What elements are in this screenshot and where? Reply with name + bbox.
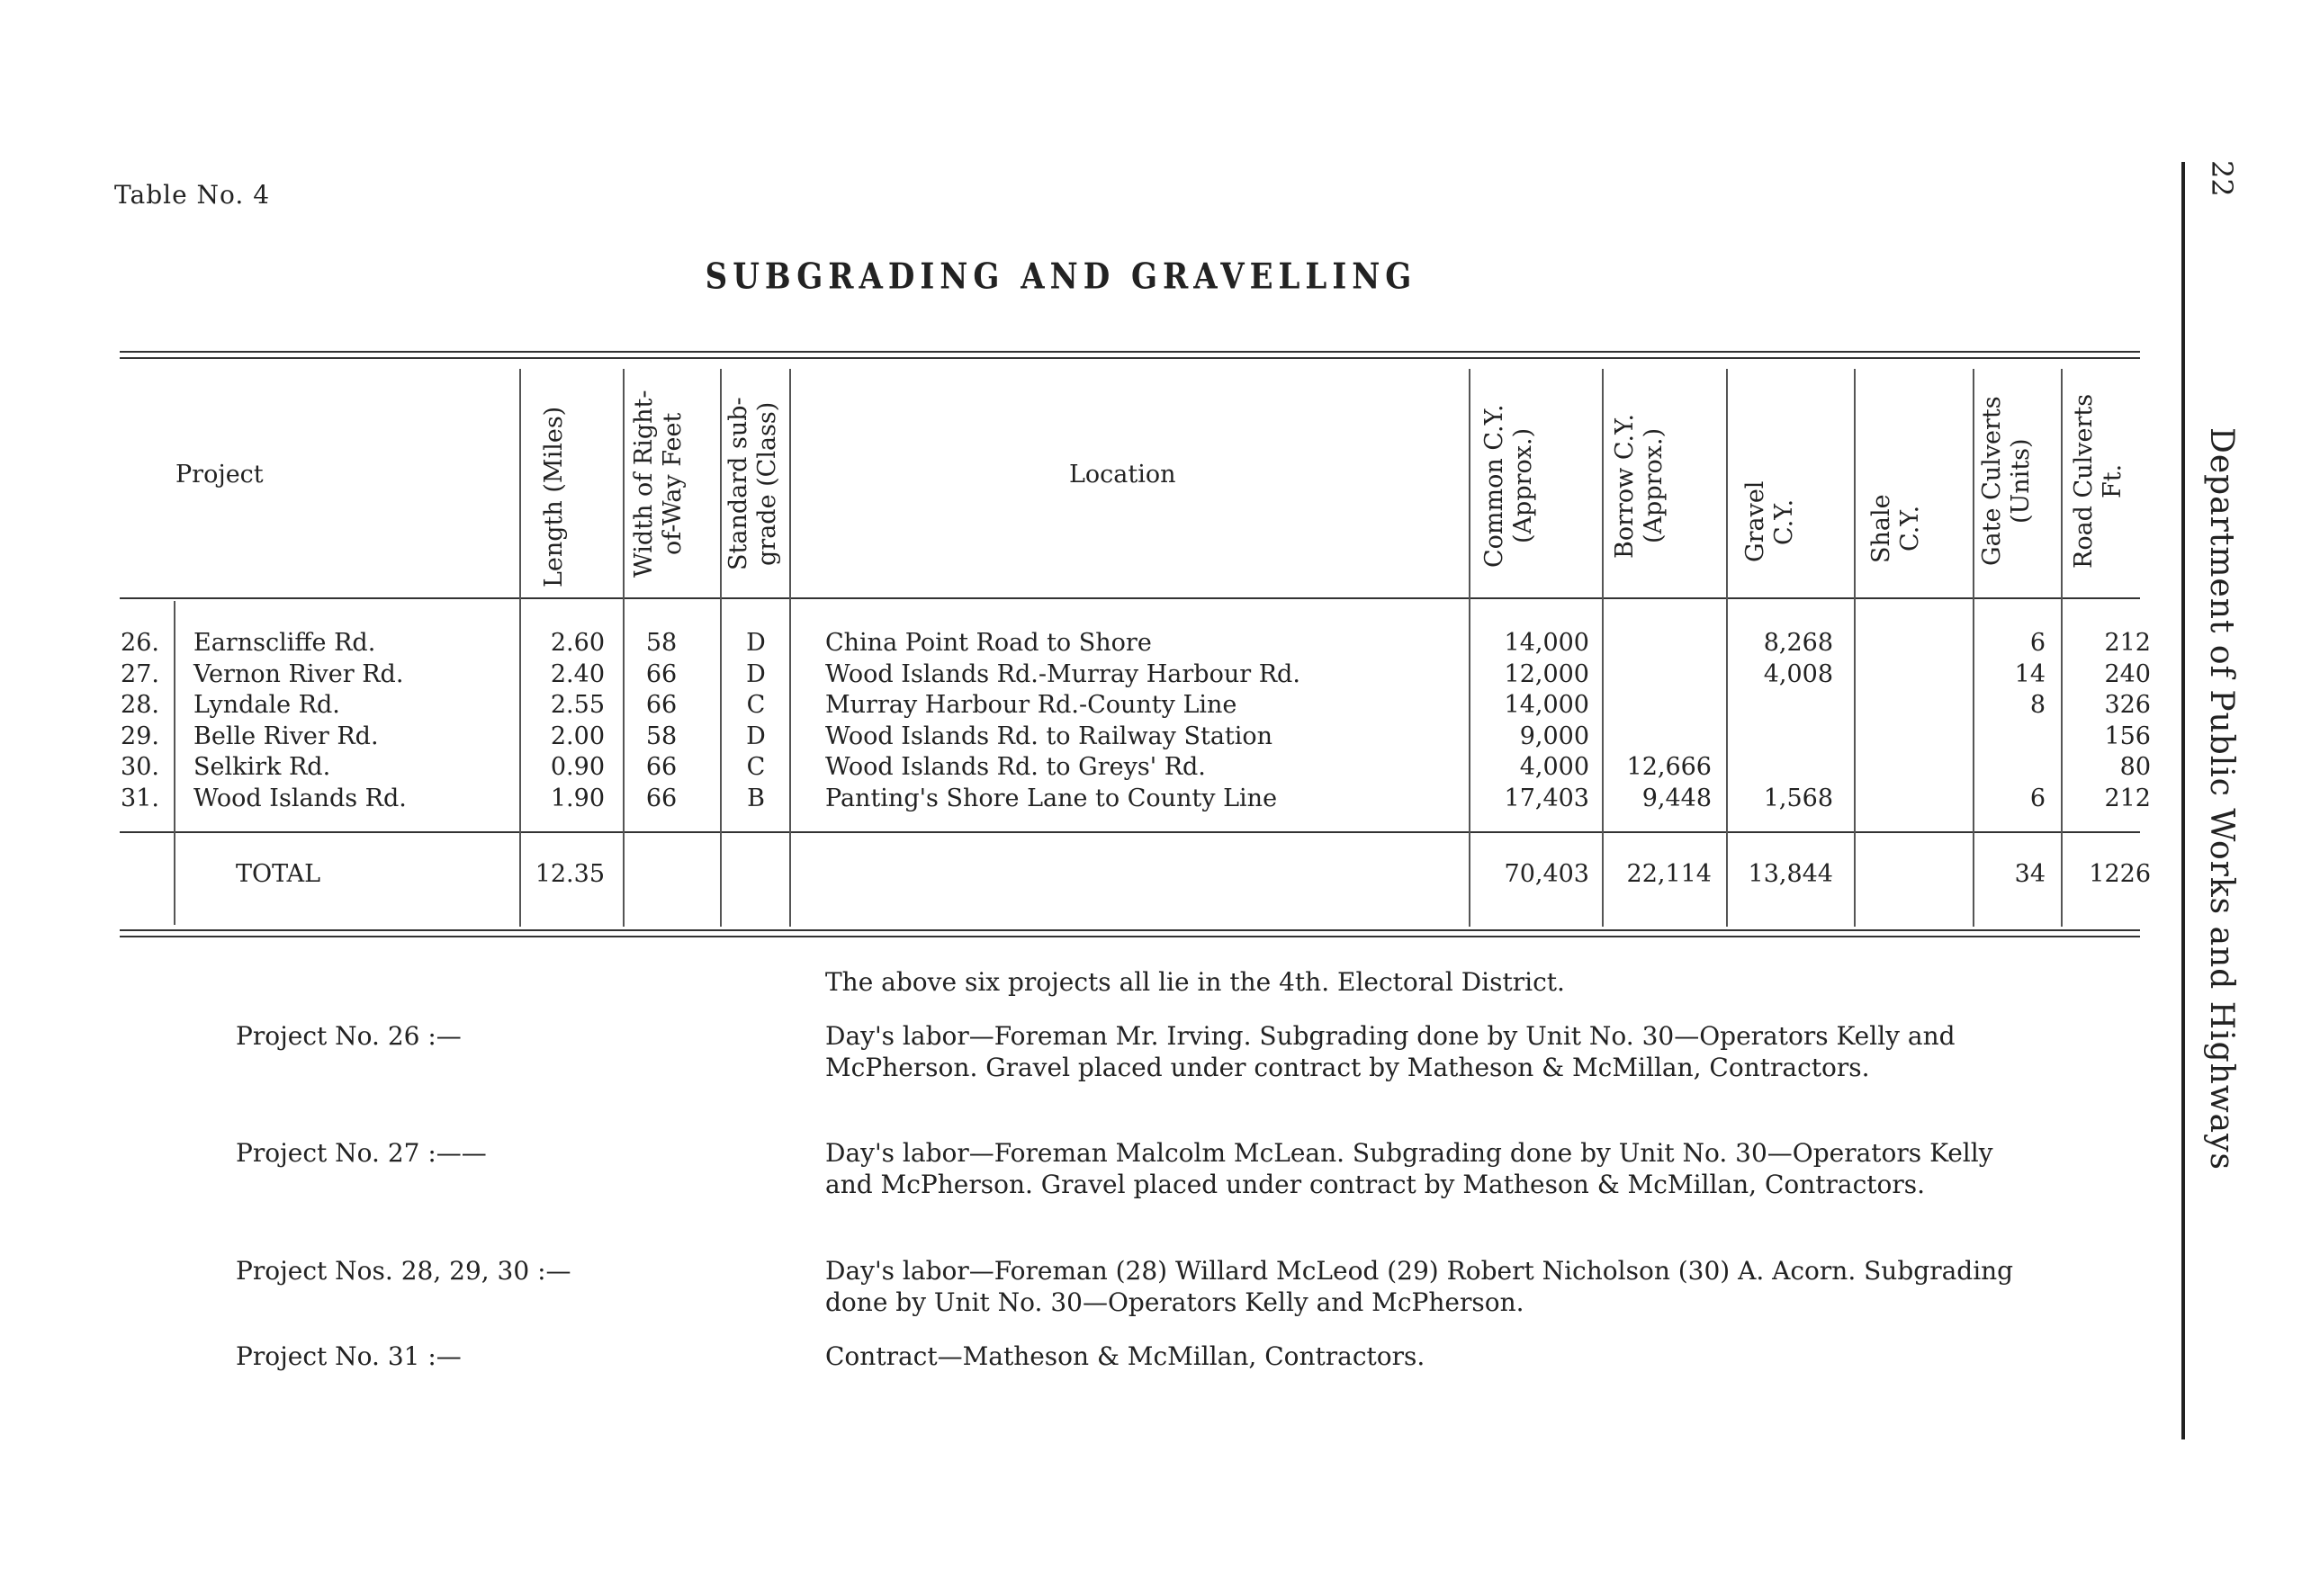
cell-gate: 8 [2029,691,2046,719]
cell-road: 156 [2104,722,2151,750]
cell-no: 30. [121,753,159,781]
cell-location: China Point Road to Shore [825,629,1152,657]
col-divider [1469,369,1470,927]
total-gate: 34 [2014,860,2046,888]
cell-common: 14,000 [1504,629,1589,657]
note-label: Project No. 31 :— [236,1341,462,1371]
total-rule [120,831,2140,833]
cell-width: 58 [645,722,678,750]
cell-no: 31. [121,784,159,812]
header-rule [120,597,2140,599]
cell-common: 17,403 [1504,784,1589,812]
note-text: Day's labor—Foreman (28) Willard McLeod (29) Robert Nicholson (30) A. Acorn. Subgrading done by Unit No. 30—Operators Kelly and McPherson. [825,1256,2014,1317]
cell-cls: D [746,659,766,688]
cell-project: Earnscliffe Rd. [193,629,376,657]
total-borrow: 22,114 [1626,860,1712,888]
col-divider [623,369,625,927]
cell-road: 212 [2104,784,2151,812]
note-text: Contract—Matheson & McMillan, Contractors. [825,1341,1425,1371]
col-divider [789,369,791,927]
cell-common: 9,000 [1519,722,1589,750]
total-label: TOTAL [236,860,321,888]
cell-project: Vernon River Rd. [193,659,404,688]
total-gravel: 13,844 [1748,860,1833,888]
cell-cls: C [746,691,766,719]
cell-no: 26. [121,629,159,657]
side-rule [2181,162,2185,1439]
col-divider [519,369,521,927]
cell-width: 66 [645,691,678,719]
cell-common: 4,000 [1519,753,1589,781]
cell-length: 2.40 [550,659,605,688]
header-width: Width of Right-of-Way Feet [630,390,687,578]
cell-common: 14,000 [1504,691,1589,719]
cell-project: Selkirk Rd. [193,753,331,781]
table-label: Table No. 4 [114,180,271,210]
note-label: Project No. 26 :— [236,1021,462,1051]
cell-no: 29. [121,722,159,750]
cell-gate: 6 [2029,629,2046,657]
cell-road: 326 [2104,691,2151,719]
cell-width: 58 [645,629,678,657]
cell-location: Murray Harbour Rd.-County Line [825,691,1237,719]
cell-gravel: 8,268 [1763,629,1833,657]
header-location: Location [1069,461,1176,489]
total-length: 12.35 [535,860,605,888]
header-road-culverts: Road Culverts Ft. [2070,393,2127,569]
cell-road: 240 [2104,659,2151,688]
cell-width: 66 [645,753,678,781]
cell-gate: 6 [2029,784,2046,812]
page-title: SUBGRADING AND GRAVELLING [705,256,1417,298]
total-common: 70,403 [1504,860,1589,888]
cell-road: 80 [2119,753,2151,781]
cell-length: 0.90 [550,753,605,781]
table-bottom-rule [120,929,2140,931]
cell-gravel: 4,008 [1763,659,1833,688]
col-divider [720,369,722,927]
header-gate-culverts: Gate Culverts (Units) [1978,396,2035,567]
col-divider [1854,369,1856,927]
note-label: Project Nos. 28, 29, 30 :— [236,1256,571,1286]
cell-width: 66 [645,659,678,688]
header-standard: Standard sub-grade (Class) [724,397,781,570]
cell-no: 28. [121,691,159,719]
cell-location: Wood Islands Rd. to Railway Station [825,722,1273,750]
cell-project: Belle River Rd. [193,722,379,750]
col-divider [1602,369,1604,927]
col-divider [2061,369,2063,927]
cell-gravel: 1,568 [1763,784,1833,812]
header-gravel: Gravel C.Y. [1741,480,1798,563]
cell-length: 1.90 [550,784,605,812]
cell-common: 12,000 [1504,659,1589,688]
cell-location: Wood Islands Rd.-Murray Harbour Rd. [825,659,1300,688]
header-common: Common C.Y. (Approx.) [1480,404,1537,568]
cell-no: 27. [121,659,159,688]
cell-location: Wood Islands Rd. to Greys' Rd. [825,753,1206,781]
cell-gate: 14 [2014,659,2046,688]
header-borrow: Borrow C.Y. (Approx.) [1611,413,1668,559]
cell-cls: D [746,629,766,657]
cell-length: 2.55 [550,691,605,719]
cell-borrow: 9,448 [1641,784,1712,812]
cell-cls: D [746,722,766,750]
cell-project: Wood Islands Rd. [193,784,407,812]
cell-borrow: 12,666 [1626,753,1712,781]
col-divider [1726,369,1728,927]
cell-road: 212 [2104,629,2151,657]
page-number: 22 [2205,160,2239,197]
cell-length: 2.00 [550,722,605,750]
header-length: Length (Miles) [540,406,568,588]
cell-cls: B [747,784,765,812]
table-bottom-rule-2 [120,936,2140,937]
cell-width: 66 [645,784,678,812]
cell-cls: C [746,753,766,781]
col-divider [1973,369,1974,927]
cell-length: 2.60 [550,629,605,657]
number-divider [174,601,175,925]
note-label: Project No. 27 :—— [236,1138,487,1168]
note-text: Day's labor—Foreman Malcolm McLean. Subgrading done by Unit No. 30—Operators Kelly and McPherson. Gravel placed under contract by Matheson & McMillan, Contractors. [825,1138,1993,1199]
cell-project: Lyndale Rd. [193,691,340,719]
note-text: Day's labor—Foreman Mr. Irving. Subgrading done by Unit No. 30—Operators Kelly and McPherson. Gravel placed under contract by Matheson & McMillan, Contractors. [825,1021,1956,1082]
table-top-rule-2 [120,357,2140,359]
header-project: Project [175,461,264,489]
running-head: Department of Public Works and Highways [2203,427,2240,1170]
total-road: 1226 [2089,860,2151,888]
header-shale: Shale C.Y. [1867,494,1924,563]
table-top-rule [120,351,2140,353]
intro-note: The above six projects all lie in the 4th. Electoral District. [825,967,1565,997]
cell-location: Panting's Shore Lane to County Line [825,784,1278,812]
